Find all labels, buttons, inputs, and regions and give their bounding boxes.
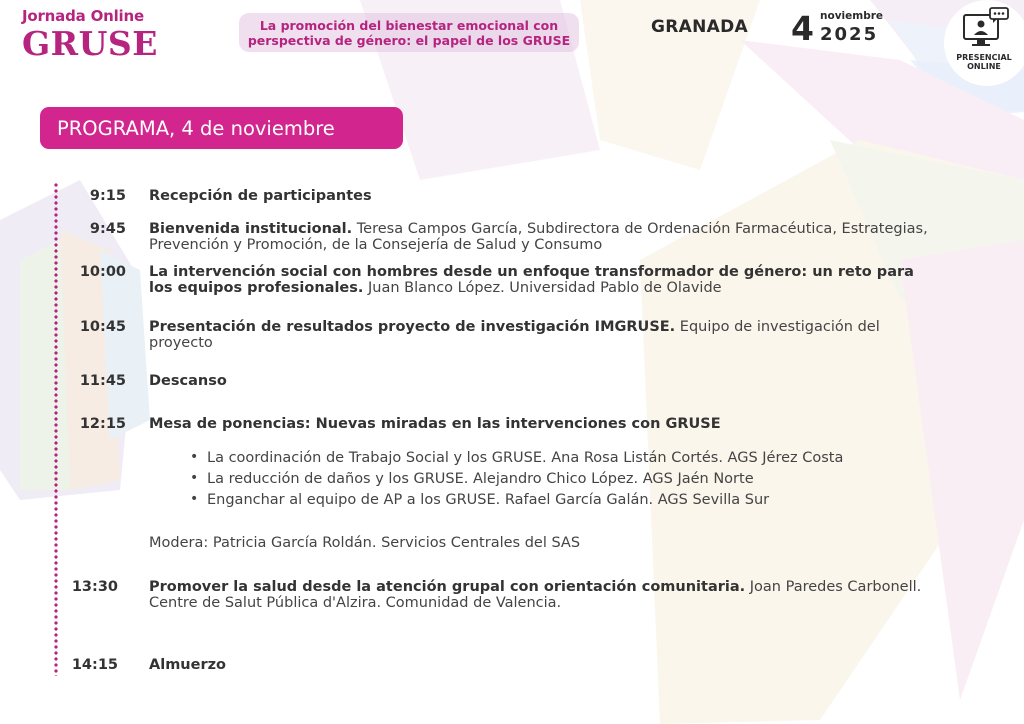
item-title: La intervención social con hombres desde un enfoque transformador de género: un reto para los equipos profesionales. [149,264,914,296]
panel-item: • Enganchar al equipo de AP a los GRUSE. Rafael García Galán. AGS Sevilla Sur [190,492,843,513]
brand-logo-text: GRUSE [22,24,158,63]
brand-subtitle: Jornada Online [22,7,144,25]
time-label: 11:45 [79,373,126,389]
program-title: PROGRAMA, 4 de noviembre [40,107,403,149]
schedule-item [149,657,939,673]
time-label: 9:45 [89,221,126,237]
item-title: Bienvenida institucional. [149,221,353,237]
event-year: 2025 [820,24,879,45]
panel-item: • La coordinación de Trabajo Social y los GRUSE. Ana Rosa Listán Cortés. AGS Jérez Costa [190,450,843,471]
time-label: 13:30 [71,579,118,595]
item-detail: Joan Paredes Carbonell. Centre de Salut Pública d'Alzira. Comunidad de Valencia. [149,579,922,611]
mode-label-presencial: PRESENCIAL [956,53,1012,62]
item-detail: Teresa Campos García, Subdirectora de Ordenación Farmacéutica, Estrategias, Prevención y Promoción, de la Consejería de Salud y Consumo [149,221,928,253]
schedule-item [149,416,939,432]
subtitle-line-2: perspectiva de género: el papel de los GRUSE [247,32,571,48]
subtitle-line-1: La promoción del bienestar emocional con [259,17,559,33]
event-subtitle [239,13,579,52]
event-month: noviembre [820,10,884,22]
time-label: 12:15 [79,416,126,432]
time-label: 9:15 [89,188,126,204]
item-title: Mesa de ponencias: Nuevas miradas en las intervenciones con GRUSE [149,416,721,432]
schedule-item [149,319,939,351]
schedule-item [149,188,939,204]
item-detail: Equipo de investigación del proyecto [149,319,880,351]
schedule-item [149,373,939,389]
schedule-item [149,264,939,296]
schedule-item [149,221,939,253]
time-label: 10:00 [79,264,126,280]
moderator-line: Modera: Patricia García Roldán. Servicios Centrales del SAS [149,535,581,551]
panel-item: • La reducción de daños y los GRUSE. Alejandro Chico López. AGS Jaén Norte [190,471,843,492]
item-title: Promover la salud desde la atención grupal con orientación comunitaria. [149,579,746,595]
event-day: 4 [791,9,814,48]
panel-list [190,450,843,513]
schedule-item [149,579,939,611]
time-label: 10:45 [79,319,126,335]
item-title: Descanso [149,373,227,389]
time-label: 14:15 [71,657,118,673]
item-detail: Juan Blanco López. Universidad Pablo de Olavide [363,280,722,296]
event-city: GRANADA [651,17,748,37]
item-title: Recepción de participantes [149,188,372,204]
mode-label-online: ONLINE [967,62,1001,71]
item-title: Almuerzo [149,657,227,673]
computer-chat-icon [962,7,1010,49]
mode-label [950,53,1018,71]
item-title: Presentación de resultados proyecto de investigación IMGRUSE. [149,319,676,335]
